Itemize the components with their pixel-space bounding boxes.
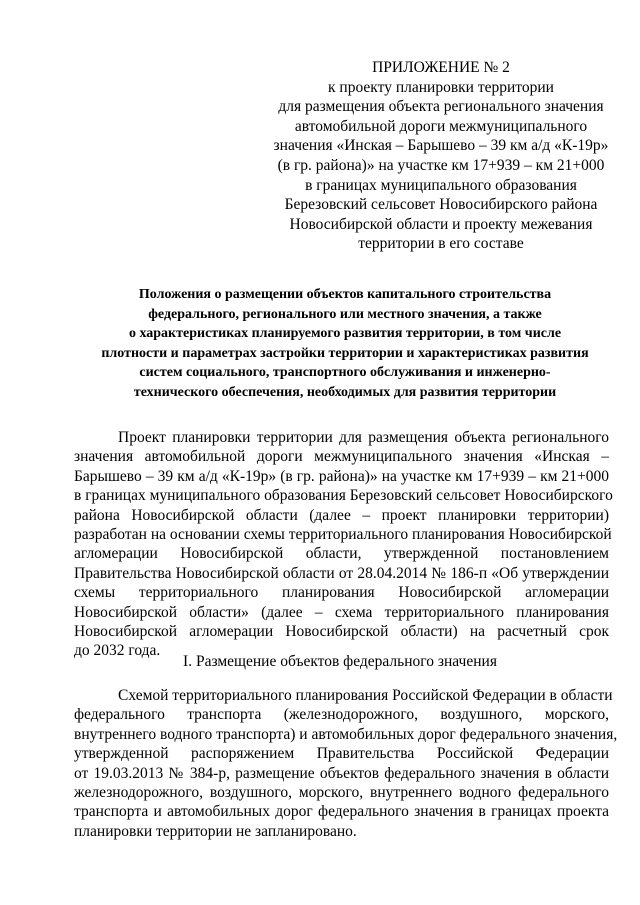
paragraph-line: федерального транспорта (железнодорожного, воздушного, морского, bbox=[74, 706, 609, 724]
title-line: плотности и параметрах застройки территории и характеристиках развития bbox=[101, 345, 589, 361]
paragraph-line: Новосибирской области» (далее – схема территориального планирования bbox=[74, 603, 609, 621]
paragraph-line: в границах муниципального образования Березовский сельсовет Новосибирского bbox=[74, 487, 613, 505]
paragraph-line: транспорта и автомобильных дорог федерального значения в границах проекта bbox=[74, 803, 609, 821]
appendix-line: значения «Инская – Барышево – 39 км а/д «К-19р» bbox=[273, 137, 609, 155]
title-line: технического обеспечения, необходимых для развития территории bbox=[133, 384, 557, 400]
appendix-line: автомобильной дороги межмуниципального bbox=[294, 117, 588, 135]
section-heading-federal: I. Размещение объектов федерального значения bbox=[183, 653, 497, 670]
appendix-line: к проекту планировки территории bbox=[328, 78, 554, 96]
title-line: федерального, регионального или местного значения, а также bbox=[148, 306, 542, 322]
title-line: систем социального, транспортного обслуживания и инженерно- bbox=[139, 365, 551, 381]
document-title bbox=[70, 285, 620, 403]
paragraph-line: железнодорожного, воздушного, морского, внутреннего водного федерального bbox=[74, 784, 609, 802]
paragraph-line: Проект планировки территории для размещения объекта регионального bbox=[118, 429, 609, 446]
paragraph-line: Новосибирской агломерации Новосибирской области) на расчетный срок bbox=[74, 623, 609, 641]
appendix-header bbox=[260, 58, 622, 254]
title-line: о характеристиках планируемого развития территории, в том числе bbox=[128, 326, 562, 342]
paragraph-line: утвержденной распоряжением Правительства Российской Федерации bbox=[74, 745, 609, 763]
paragraph-line: Барышево – 39 км а/д «К-19р» (в гр. района)» на участке км 17+939 – км 21+000 bbox=[74, 467, 609, 485]
paragraph-line: значения автомобильной дороги межмуниципального значения «Инская – bbox=[74, 448, 609, 466]
paragraph-line: планировки территории не запланировано. bbox=[74, 822, 357, 840]
appendix-line: для размещения объекта регионального значения bbox=[278, 98, 604, 116]
paragraph-line: агломерации Новосибирской области, утвержденной постановлением bbox=[74, 545, 609, 563]
appendix-line: Новосибирской области и проекту межевания bbox=[289, 215, 593, 233]
appendix-heading: ПРИЛОЖЕНИЕ № 2 bbox=[372, 59, 510, 76]
body-paragraph-federal bbox=[74, 686, 618, 841]
appendix-line: территории в его составе bbox=[358, 235, 524, 253]
body-paragraph-intro bbox=[74, 428, 613, 661]
paragraph-line: внутреннего водного транспорта) и автомобильных дорог федерального значения, bbox=[74, 725, 618, 743]
title-line: Положения о размещении объектов капитального строительства bbox=[138, 287, 552, 302]
paragraph-line: Правительства Новосибирской области от 28.04.2014 № 186-п «Об утверждении bbox=[74, 564, 609, 582]
paragraph-line: до 2032 года. bbox=[74, 642, 161, 660]
appendix-line: Березовский сельсовет Новосибирского района bbox=[284, 196, 598, 214]
appendix-line: (в гр. района)» на участке км 17+939 – км 21+000 bbox=[277, 156, 605, 174]
paragraph-line: района Новосибирской области (далее – проект планировки территории) bbox=[74, 506, 609, 524]
paragraph-line: от 19.03.2013 № 384-р, размещение объектов федерального значения в области bbox=[74, 764, 609, 782]
paragraph-line: Схемой территориального планирования Российской Федерации в области bbox=[118, 687, 613, 704]
paragraph-line: схемы территориального планирования Новосибирской агломерации bbox=[74, 584, 609, 602]
appendix-line: в границах муниципального образования bbox=[305, 176, 577, 194]
paragraph-line: разработан на основании схемы территориального планирования Новосибирской bbox=[74, 526, 612, 544]
